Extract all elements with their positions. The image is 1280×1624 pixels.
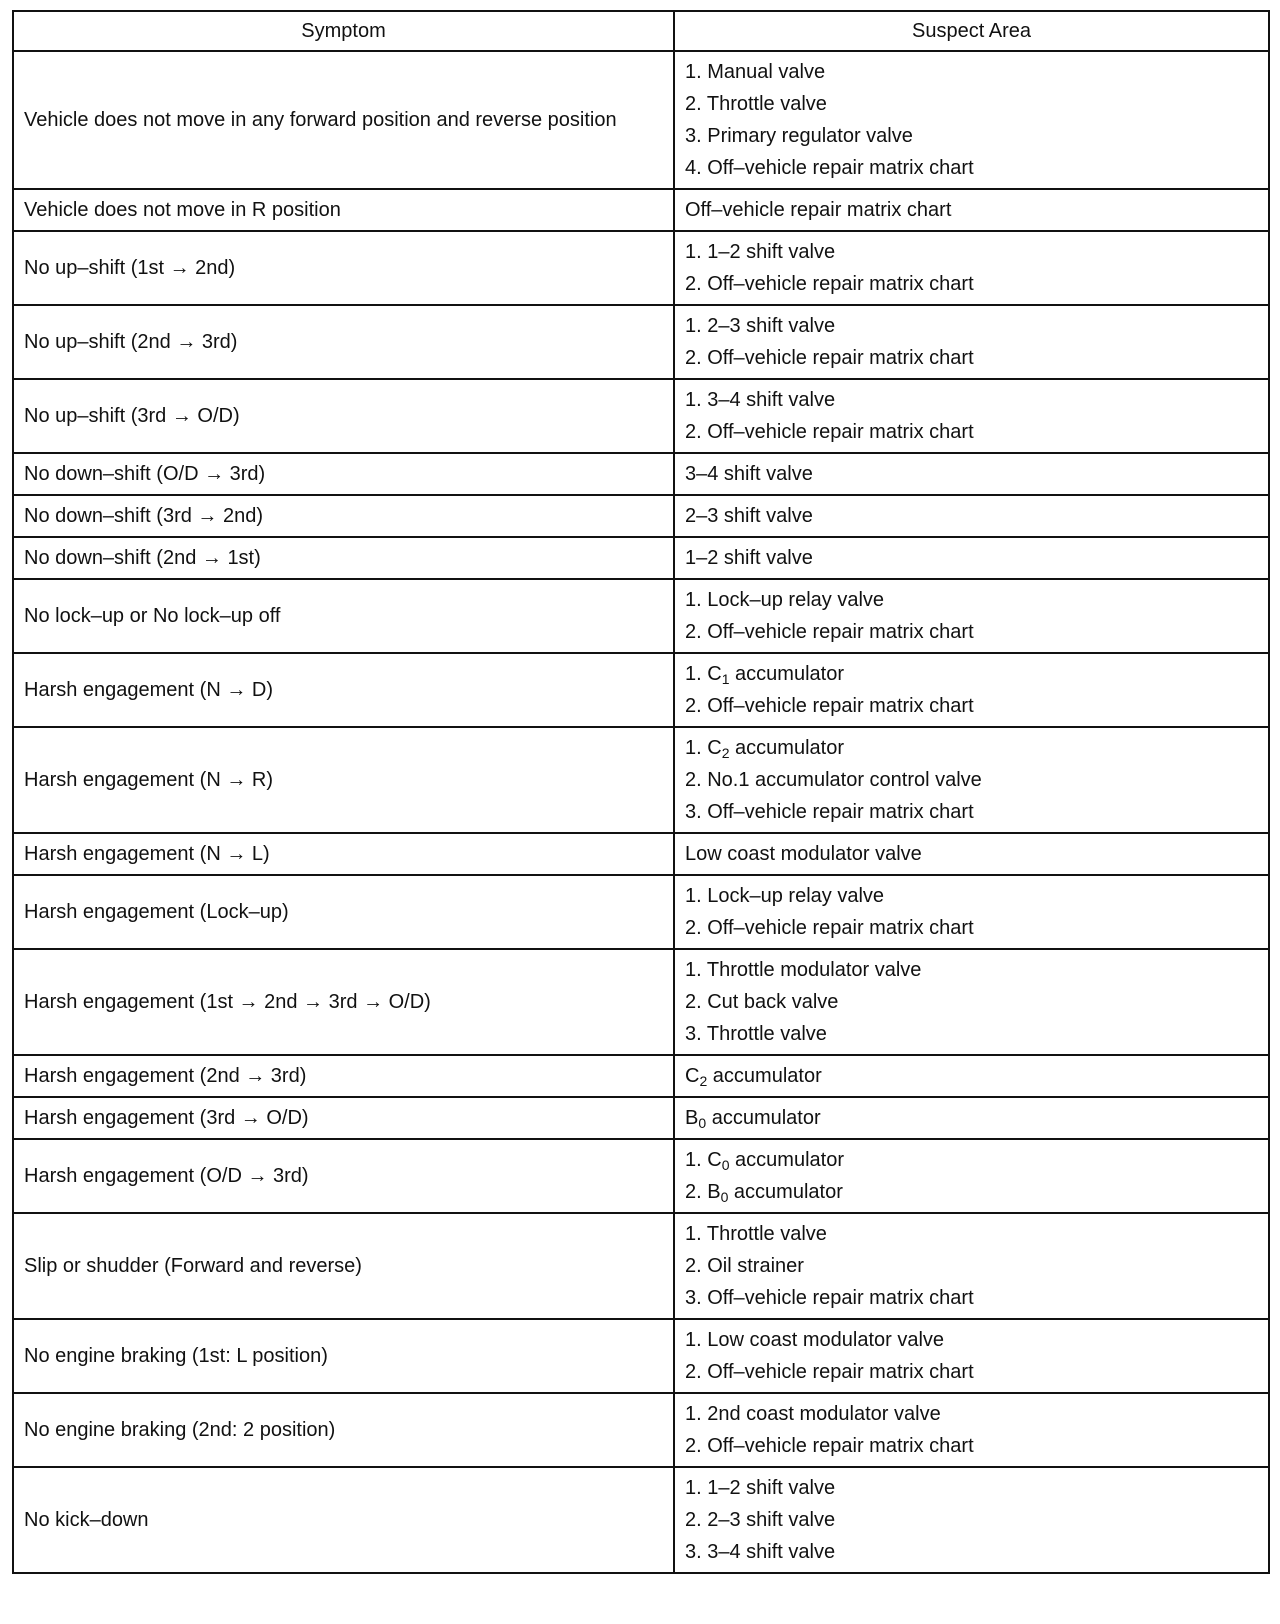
suspect-area-item: 2. Throttle valve xyxy=(685,93,827,115)
table-row xyxy=(13,231,1269,305)
suspect-area-item xyxy=(685,1102,1258,1134)
suspect-area-cell xyxy=(674,949,1269,1055)
suspect-area-cell xyxy=(674,1319,1269,1393)
table-row xyxy=(13,189,1269,231)
symptom-cell xyxy=(13,1319,674,1393)
table-row xyxy=(13,875,1269,949)
item-subscript: 2 xyxy=(699,1073,708,1089)
suspect-area-cell xyxy=(674,305,1269,379)
item-text: accumulator xyxy=(707,1065,822,1087)
item-subscript: 2 xyxy=(721,745,730,761)
suspect-area-cell xyxy=(674,653,1269,727)
suspect-area-item xyxy=(685,1144,1258,1176)
suspect-area-item: Off–vehicle repair matrix chart xyxy=(685,199,952,221)
suspect-area-item: 1. Manual valve xyxy=(685,61,826,83)
item-subscript: 0 xyxy=(720,1189,729,1205)
symptom-cell xyxy=(13,579,674,653)
symptom-text: Harsh engagement (3rd → O/D) xyxy=(24,1107,309,1129)
suspect-area-cell xyxy=(674,1213,1269,1319)
suspect-area-item: 1. Lock–up relay valve xyxy=(685,885,885,907)
symptom-text: No kick–down xyxy=(24,1509,149,1531)
symptom-cell xyxy=(13,1467,674,1573)
suspect-area-cell xyxy=(674,875,1269,949)
symptom-text: No down–shift (O/D → 3rd) xyxy=(24,463,266,485)
suspect-area-item: 2. Off–vehicle repair matrix chart xyxy=(685,1435,974,1457)
item-text: 1. C xyxy=(685,1149,722,1171)
symptom-text: Harsh engagement (Lock–up) xyxy=(24,901,289,923)
item-text: accumulator xyxy=(729,1149,844,1171)
symptom-cell xyxy=(13,1055,674,1097)
suspect-area-item: 3. Off–vehicle repair matrix chart xyxy=(685,801,974,823)
symptom-text: Harsh engagement (N → L) xyxy=(24,843,270,865)
symptom-cell xyxy=(13,1097,674,1139)
suspect-area-item: 4. Off–vehicle repair matrix chart xyxy=(685,157,974,179)
table-row xyxy=(13,1055,1269,1097)
symptom-cell xyxy=(13,875,674,949)
suspect-area-item: 1. 2nd coast modulator valve xyxy=(685,1403,941,1425)
suspect-area-cell xyxy=(674,189,1269,231)
symptom-cell xyxy=(13,949,674,1055)
symptom-cell xyxy=(13,305,674,379)
suspect-area-item: 2. Off–vehicle repair matrix chart xyxy=(685,273,974,295)
table-row xyxy=(13,579,1269,653)
item-text: B xyxy=(685,1107,699,1129)
suspect-area-item: 1. 1–2 shift valve xyxy=(685,241,836,263)
symptom-text: Slip or shudder (Forward and reverse) xyxy=(24,1255,362,1277)
suspect-area-item: 2. Cut back valve xyxy=(685,991,839,1013)
suspect-area-item xyxy=(685,1060,1258,1092)
item-text: 2. B xyxy=(685,1181,721,1203)
symptom-table xyxy=(12,10,1270,1574)
suspect-area-item: 2. Off–vehicle repair matrix chart xyxy=(685,695,974,717)
table-row xyxy=(13,1319,1269,1393)
suspect-area-item: 2. No.1 accumulator control valve xyxy=(685,769,982,791)
table-row xyxy=(13,1393,1269,1467)
suspect-area-cell xyxy=(674,537,1269,579)
suspect-area-cell xyxy=(674,1097,1269,1139)
symptom-text: No lock–up or No lock–up off xyxy=(24,605,281,627)
suspect-area-item: 1. Lock–up relay valve xyxy=(685,589,885,611)
item-text: accumulator xyxy=(728,1181,843,1203)
table-row xyxy=(13,949,1269,1055)
suspect-area-item: 3. Primary regulator valve xyxy=(685,125,913,147)
suspect-area-item: 1–2 shift valve xyxy=(685,547,813,569)
symptom-cell xyxy=(13,495,674,537)
suspect-area-cell xyxy=(674,579,1269,653)
symptom-text: No up–shift (2nd → 3rd) xyxy=(24,331,238,353)
symptom-text: No down–shift (3rd → 2nd) xyxy=(24,505,264,527)
suspect-area-cell xyxy=(674,453,1269,495)
suspect-area-cell xyxy=(674,833,1269,875)
table-row xyxy=(13,495,1269,537)
suspect-area-item: 2–3 shift valve xyxy=(685,505,813,527)
suspect-area-item xyxy=(685,1176,1258,1208)
suspect-area-item: 2. Off–vehicle repair matrix chart xyxy=(685,917,974,939)
symptom-cell xyxy=(13,653,674,727)
suspect-area-item: 2. Off–vehicle repair matrix chart xyxy=(685,347,974,369)
symptom-text: Vehicle does not move in R position xyxy=(24,199,341,221)
item-text: accumulator xyxy=(729,663,844,685)
suspect-area-item: 2. 2–3 shift valve xyxy=(685,1509,836,1531)
table-body xyxy=(13,51,1269,1573)
suspect-area-item: 1. 3–4 shift valve xyxy=(685,389,836,411)
suspect-area-item: 2. Off–vehicle repair matrix chart xyxy=(685,421,974,443)
symptom-cell xyxy=(13,833,674,875)
suspect-area-item: 1. 2–3 shift valve xyxy=(685,315,836,337)
item-subscript: 1 xyxy=(721,671,730,687)
suspect-area-cell xyxy=(674,1467,1269,1573)
table-row xyxy=(13,653,1269,727)
suspect-area-item: 2. Off–vehicle repair matrix chart xyxy=(685,621,974,643)
suspect-area-cell xyxy=(674,1055,1269,1097)
suspect-area-item: 3. 3–4 shift valve xyxy=(685,1541,836,1563)
symptom-cell xyxy=(13,727,674,833)
symptom-cell xyxy=(13,1139,674,1213)
suspect-area-item xyxy=(685,732,1258,764)
symptom-text: Harsh engagement (2nd → 3rd) xyxy=(24,1065,307,1087)
suspect-area-cell xyxy=(674,495,1269,537)
suspect-area-item: 3. Throttle valve xyxy=(685,1023,827,1045)
symptom-cell xyxy=(13,51,674,189)
table-row xyxy=(13,379,1269,453)
table-row xyxy=(13,51,1269,189)
symptom-text: No engine braking (1st: L position) xyxy=(24,1345,328,1367)
table-row xyxy=(13,1139,1269,1213)
table-row xyxy=(13,453,1269,495)
table-row xyxy=(13,1213,1269,1319)
suspect-area-item: 3–4 shift valve xyxy=(685,463,813,485)
suspect-area-cell xyxy=(674,379,1269,453)
symptom-cell xyxy=(13,1393,674,1467)
table-row xyxy=(13,1097,1269,1139)
symptom-cell xyxy=(13,453,674,495)
suspect-area-item: 1. Throttle modulator valve xyxy=(685,959,922,981)
symptom-column-header: Symptom xyxy=(13,11,674,51)
table-row xyxy=(13,537,1269,579)
symptom-cell xyxy=(13,1213,674,1319)
symptom-cell xyxy=(13,231,674,305)
item-text: accumulator xyxy=(729,737,844,759)
symptom-cell xyxy=(13,537,674,579)
item-subscript: 0 xyxy=(721,1157,730,1173)
suspect-area-item xyxy=(685,658,1258,690)
suspect-area-item: 1. 1–2 shift valve xyxy=(685,1477,836,1499)
suspect-area-item: Low coast modulator valve xyxy=(685,843,922,865)
symptom-cell xyxy=(13,189,674,231)
symptom-cell xyxy=(13,379,674,453)
suspect-area-cell xyxy=(674,231,1269,305)
suspect-area-column-header: Suspect Area xyxy=(674,11,1269,51)
suspect-area-cell xyxy=(674,1139,1269,1213)
item-text: 1. C xyxy=(685,663,722,685)
symptom-text: Vehicle does not move in any forward position and reverse position xyxy=(24,109,617,131)
suspect-area-item: 1. Throttle valve xyxy=(685,1223,827,1245)
symptom-text: Harsh engagement (N → R) xyxy=(24,769,273,791)
suspect-area-item: 2. Off–vehicle repair matrix chart xyxy=(685,1361,974,1383)
symptom-text: No up–shift (1st → 2nd) xyxy=(24,257,236,279)
symptom-text: No up–shift (3rd → O/D) xyxy=(24,405,240,427)
symptom-text: Harsh engagement (1st → 2nd → 3rd → O/D) xyxy=(24,991,431,1013)
suspect-area-cell xyxy=(674,1393,1269,1467)
suspect-area-cell xyxy=(674,727,1269,833)
suspect-area-item: 3. Off–vehicle repair matrix chart xyxy=(685,1287,974,1309)
suspect-area-item: 2. Oil strainer xyxy=(685,1255,804,1277)
table-row xyxy=(13,833,1269,875)
symptom-text: Harsh engagement (O/D → 3rd) xyxy=(24,1165,309,1187)
symptom-text: No down–shift (2nd → 1st) xyxy=(24,547,261,569)
item-text: C xyxy=(685,1065,700,1087)
table-row xyxy=(13,1467,1269,1573)
table-header-row xyxy=(13,11,1269,51)
item-text: 1. C xyxy=(685,737,722,759)
table-row xyxy=(13,727,1269,833)
item-subscript: 0 xyxy=(698,1115,707,1131)
symptom-text: Harsh engagement (N → D) xyxy=(24,679,273,701)
suspect-area-item: 1. Low coast modulator valve xyxy=(685,1329,945,1351)
item-text: accumulator xyxy=(706,1107,821,1129)
table-row xyxy=(13,305,1269,379)
suspect-area-cell xyxy=(674,51,1269,189)
symptom-text: No engine braking (2nd: 2 position) xyxy=(24,1419,336,1441)
